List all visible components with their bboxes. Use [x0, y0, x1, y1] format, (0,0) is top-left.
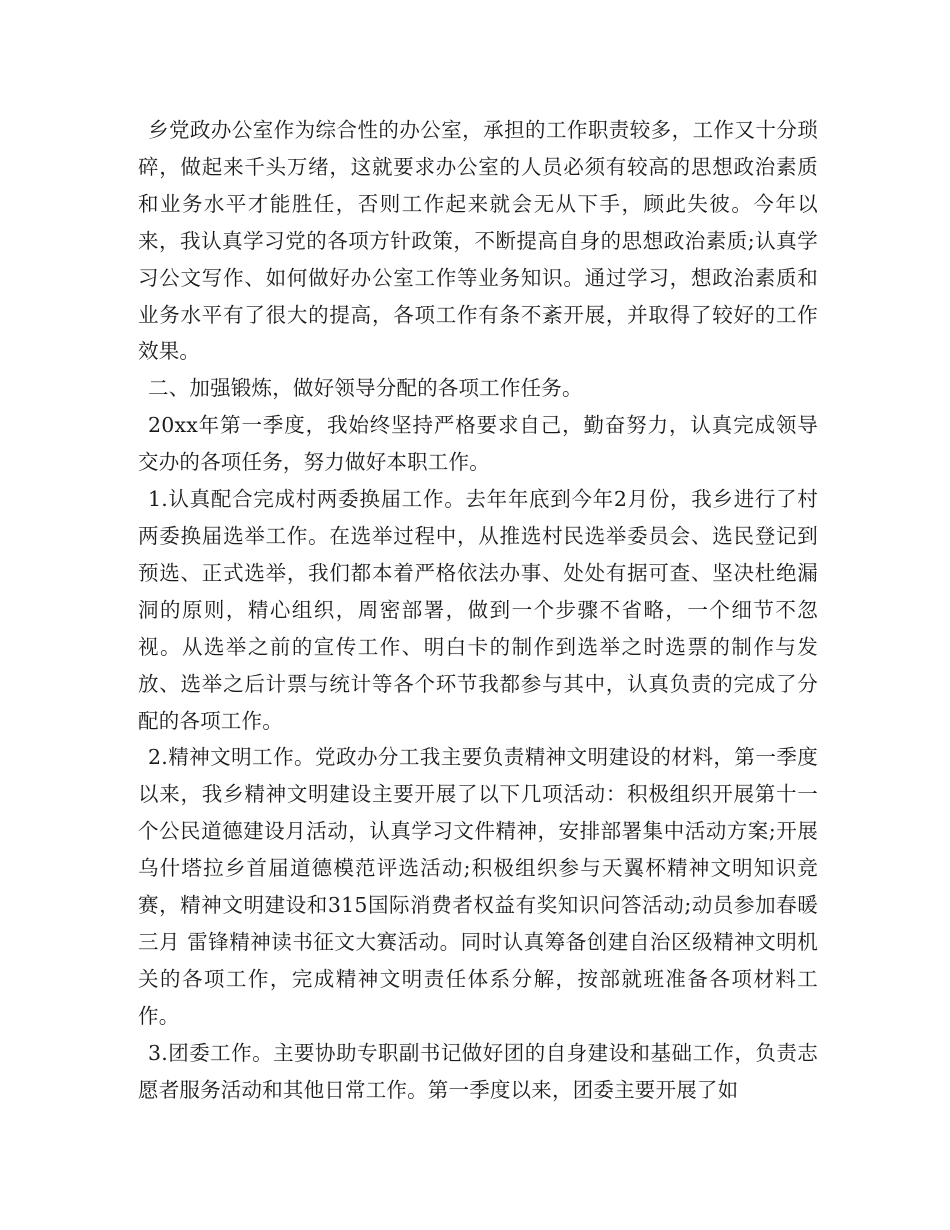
- paragraph-item-1-election: 1.认真配合完成村两委换届工作。去年年底到今年2月份，我乡进行了村两委换届选举工作。在选举过程中，从推选村民选举委员会、选民登记到预选、正式选举，我们都本着严格依法办事、处处有据可查、坚决杜绝漏洞的原则，精心组织，周密部署，做到一个步骤不省略，一个细节不忽视。从选举之前的宣传工作、明白卡的制作到选举之时选票的制作与发放、选举之后计票与统计等各个环节我都参与其中，认真负责的完成了分配的各项工作。: [138, 487, 818, 733]
- paragraph-first-quarter: 20xx年第一季度，我始终坚持严格要求自己，勤奋努力，认真完成领导交办的各项任务，努力做好本职工作。: [138, 413, 818, 475]
- document-body: [138, 112, 818, 1108]
- section-heading-2: 二、加强锻炼，做好领导分配的各项工作任务。: [148, 376, 583, 401]
- paragraph-item-2-civilization: 2.精神文明工作。党政办分工我主要负责精神文明建设的材料，第一季度以来，我乡精神文明建设主要开展了以下几项活动：积极组织开展第十一个公民道德建设月活动，认真学习文件精神，安排部署集中活动方案;开展乌什塔拉乡首届道德模范评选活动;积极组织参与天翼杯精神文明知识竞赛，精神文明建设和315国际消费者权益有奖知识问答活动;动员参加春暖三月 雷锋精神读书征文大赛活动。同时认真筹备创建自治区级精神文明机关的各项工作，完成精神文明责任体系分解，按部就班准备各项材料工作。: [138, 745, 818, 1028]
- paragraph-item-3-youth-league: 3.团委工作。主要协助专职副书记做好团的自身建设和基础工作，负责志愿者服务活动和其他日常工作。第一季度以来，团委主要开展了如: [138, 1040, 818, 1102]
- paragraph-office-duties: 乡党政办公室作为综合性的办公室，承担的工作职责较多，工作又十分琐碎，做起来千头万绪，这就要求办公室的人员必须有较高的思想政治素质和业务水平才能胜任，否则工作起来就会无从下手，顾此失彼。今年以来，我认真学习党的各项方针政策，不断提高自身的思想政治素质;认真学习公文写作、如何做好办公室工作等业务知识。通过学习，想政治素质和业务水平有了很大的提高，各项工作有条不紊开展，并取得了较好的工作效果。: [138, 118, 818, 364]
